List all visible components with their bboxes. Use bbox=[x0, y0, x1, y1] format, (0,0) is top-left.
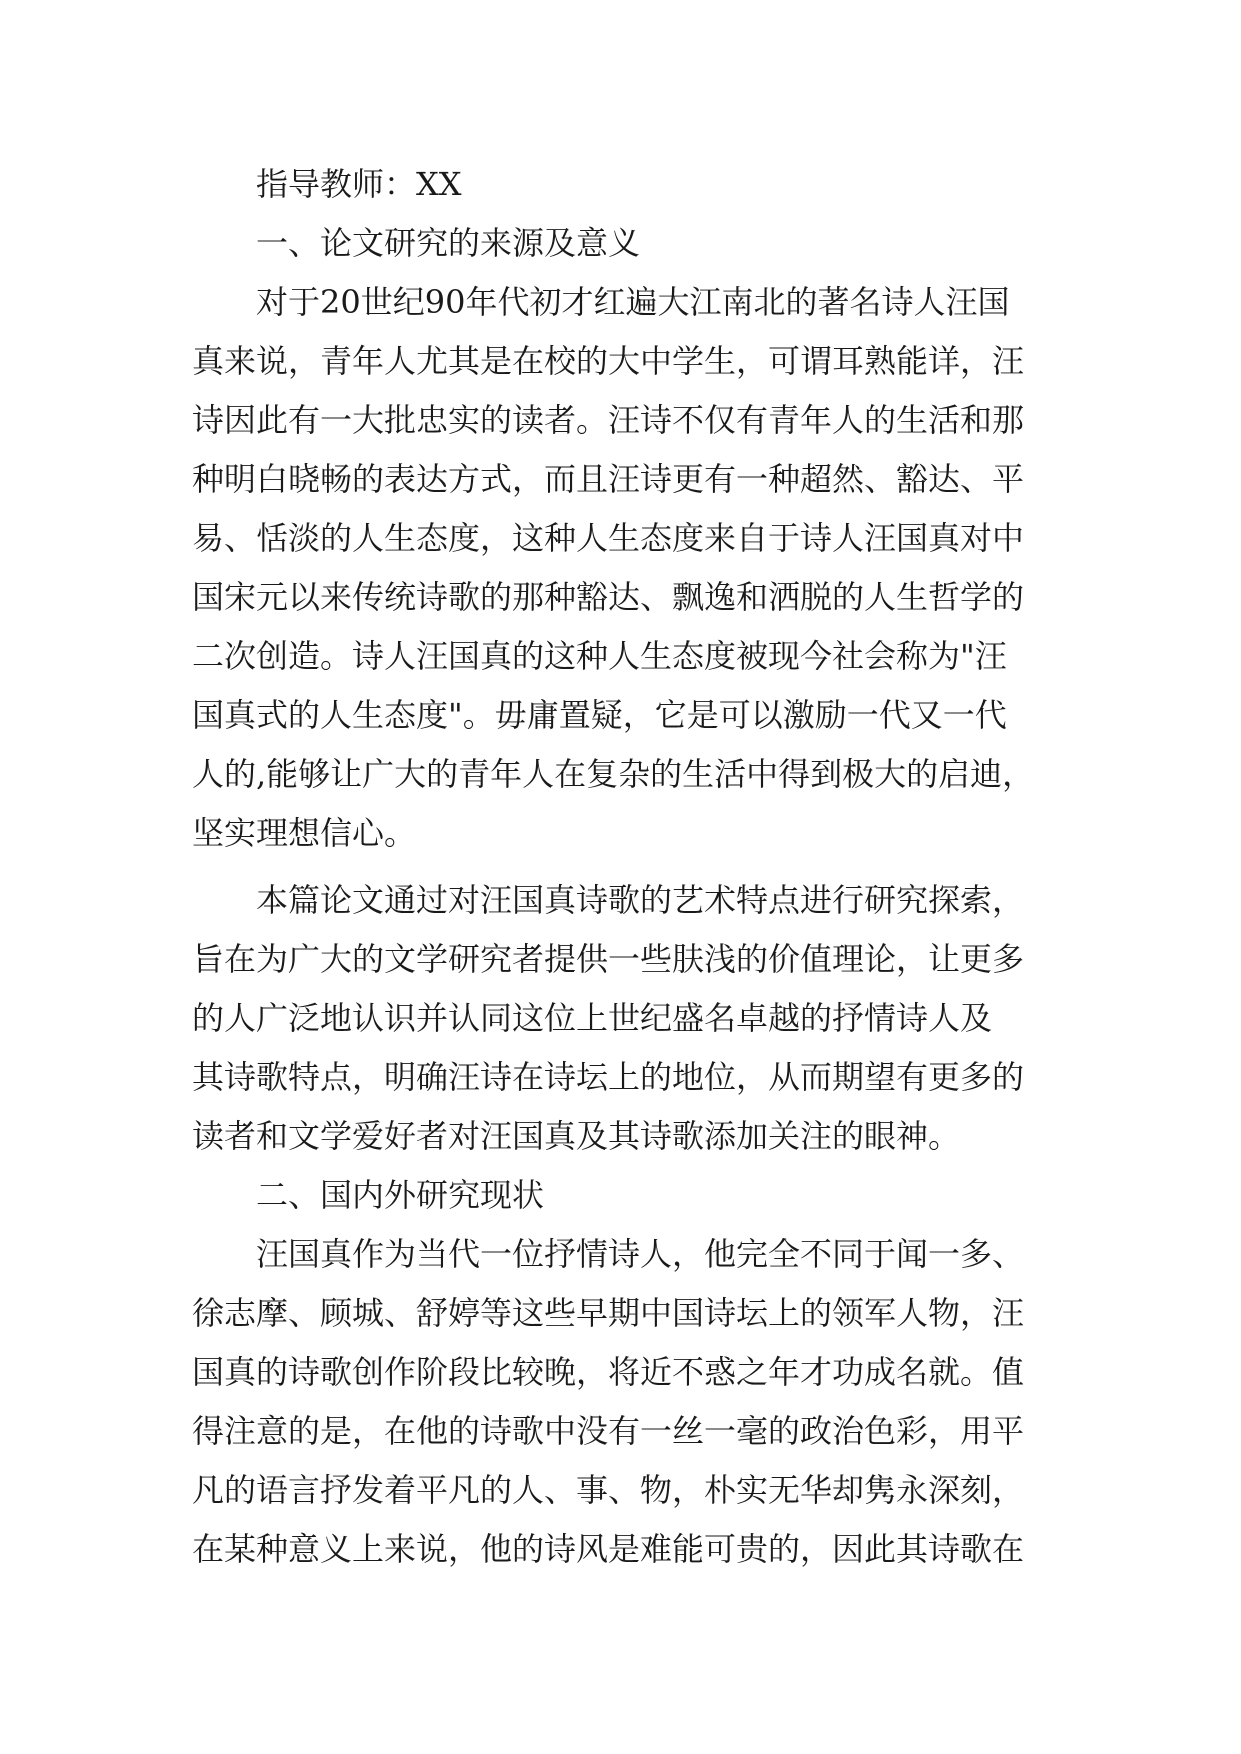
text-line: 本篇论文通过对汪国真诗歌的艺术特点进行研究探索， bbox=[256, 881, 1025, 919]
section1-heading: 一、论文研究的来源及意义 bbox=[256, 224, 641, 262]
text-line: 的人广泛地认识并认同这位上世纪盛名卓越的抒情诗人及 bbox=[192, 999, 993, 1037]
text-line: 诗因此有一大批忠实的读者。汪诗不仅有青年人的生活和那 bbox=[192, 401, 1025, 439]
text-line: 得注意的是，在他的诗歌中没有一丝一毫的政治色彩，用平 bbox=[192, 1412, 1025, 1450]
text-line: 种明白晓畅的表达方式，而且汪诗更有一种超然、豁达、平 bbox=[192, 460, 1025, 498]
section1-paragraph-1 bbox=[192, 273, 1052, 863]
text-line: 国真的诗歌创作阶段比较晚，将近不惑之年才功成名就。值 bbox=[192, 1353, 1025, 1391]
text-line: 在某种意义上来说，他的诗风是难能可贵的，因此其诗歌在 bbox=[192, 1530, 1025, 1568]
text-line: 汪国真作为当代一位抒情诗人，他完全不同于闻一多、 bbox=[256, 1235, 1025, 1273]
text-line: 凡的语言抒发着平凡的人、事、物，朴实无华却隽永深刻， bbox=[192, 1471, 1025, 1509]
text-line: 国真式的人生态度"。毋庸置疑，它是可以激励一代又一代 bbox=[192, 696, 1007, 734]
text-line: 真来说，青年人尤其是在校的大中学生，可谓耳熟能详，汪 bbox=[192, 342, 1025, 380]
section2-paragraph-1 bbox=[192, 1225, 1052, 1579]
document-page bbox=[192, 155, 1052, 1579]
advisor-line: 指导教师：XX bbox=[256, 165, 462, 203]
text-line: 其诗歌特点，明确汪诗在诗坛上的地位，从而期望有更多的 bbox=[192, 1058, 1025, 1096]
text-line: 旨在为广大的文学研究者提供一些肤浅的价值理论，让更多 bbox=[192, 940, 1025, 978]
text-line: 徐志摩、顾城、舒婷等这些早期中国诗坛上的领军人物，汪 bbox=[192, 1294, 1025, 1332]
section1-paragraph-2 bbox=[192, 871, 1052, 1166]
text-line: 易、恬淡的人生态度，这种人生态度来自于诗人汪国真对中 bbox=[192, 519, 1025, 557]
text-line: 国宋元以来传统诗歌的那种豁达、飘逸和洒脱的人生哲学的 bbox=[192, 578, 1025, 616]
text-line: 对于20世纪90年代初才红遍大江南北的著名诗人汪国 bbox=[256, 283, 1010, 321]
text-line: 二次创造。诗人汪国真的这种人生态度被现今社会称为"汪 bbox=[192, 637, 1007, 675]
text-line: 读者和文学爱好者对汪国真及其诗歌添加关注的眼神。 bbox=[192, 1117, 961, 1155]
text-line: 人的,能够让广大的青年人在复杂的生活中得到极大的启迪， bbox=[192, 755, 1035, 793]
section2-heading: 二、国内外研究现状 bbox=[256, 1176, 545, 1214]
text-line: 坚实理想信心。 bbox=[192, 814, 417, 852]
